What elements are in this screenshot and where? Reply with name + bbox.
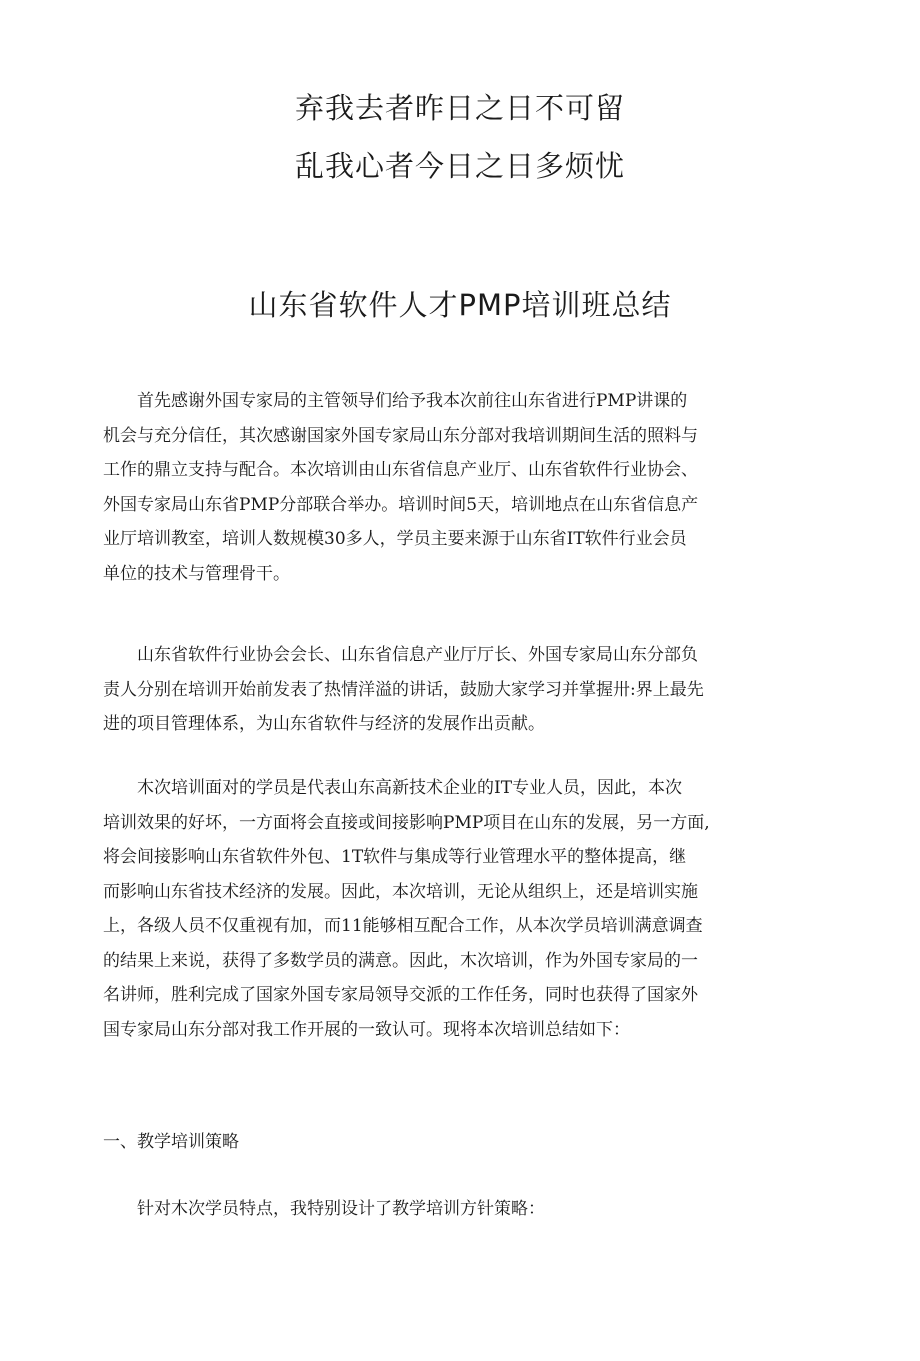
- paragraph-line: 名讲师，胜利完成了国家外国专家局领导交派的工作任务，同时也获得了国家外: [103, 985, 698, 1005]
- paragraph-line: 木次培训面对的学员是代表山东高新技术企业的IT专业人员，因此，本次: [103, 778, 683, 798]
- paragraph-line: 而影响山东省技术经济的发展。因此，本次培训，无论从组织上，还是培训实施: [103, 881, 698, 902]
- paragraph-strategy-intro: [103, 1192, 545, 1227]
- paragraph-line: 工作的鼎立支持与配合。本次培训由山东省信息产业厅、山东省软件行业协会、: [103, 460, 698, 480]
- paragraph-speeches: [103, 638, 704, 742]
- paragraph-line: 首先感谢外国专家局的主管领导们给予我本次前往山东省进行PMP讲课的: [103, 391, 688, 411]
- paragraph-line: 国专家局山东分部对我工作开展的一致认可。现将本次培训总结如下：: [103, 1019, 630, 1040]
- paragraph-line: 业厅培训教室，培训人数规模30多人，学员主要来源于山东省IT软件行业会员: [103, 529, 687, 549]
- paragraph-line: 单位的技术与管理骨干。: [103, 563, 290, 584]
- paragraph-line: 山东省软件行业协会会长、山东省信息产业厅厅长、外国专家局山东分部负: [103, 645, 698, 665]
- poem-line-2: 乱我心者今日之日多烦忧: [294, 149, 625, 183]
- paragraph-line: 机会与充分信任，其次感谢国家外国专家局山东分部对我培训期间生活的照料与: [103, 425, 698, 446]
- paragraph-line: 的结果上来说，获得了多数学员的满意。因此，木次培训，作为外国专家局的一: [103, 950, 698, 971]
- section-heading: 一、教学培训策略: [103, 1132, 239, 1152]
- paragraph-line: 进的项目管理体系，为山东省软件与经济的发展作出贡献。: [103, 714, 545, 734]
- paragraph-line: 责人分别在培训开始前发表了热情洋溢的讲话，鼓励大家学习并掌握卅:界上最先: [103, 679, 704, 700]
- document-title: 山东省软件人才PMP培训班总结: [248, 288, 672, 322]
- paragraph-line: 培训效果的好坏，一方面将会直接或间接影响PMP项目在山东的发展，另一方面,: [103, 812, 710, 833]
- paragraph-line: 针对木次学员特点，我特别设计了教学培训方针策略：: [103, 1199, 545, 1219]
- paragraph-line: 将会间接影响山东省软件外包、1T软件与集成等行业管理水平的整体提高，继: [103, 847, 687, 867]
- paragraph-intro: [103, 384, 698, 591]
- poem-line-1: 弃我去者昨日之日不可留: [294, 91, 625, 125]
- paragraph-summary: [103, 771, 710, 1047]
- paragraph-line: 外国专家局山东省PMP分部联合举办。培训时间5天，培训地点在山东省信息产: [103, 494, 699, 515]
- paragraph-line: 上，各级人员不仅重视有加，而11能够相互配合工作，从本次学员培训满意调查: [103, 916, 703, 936]
